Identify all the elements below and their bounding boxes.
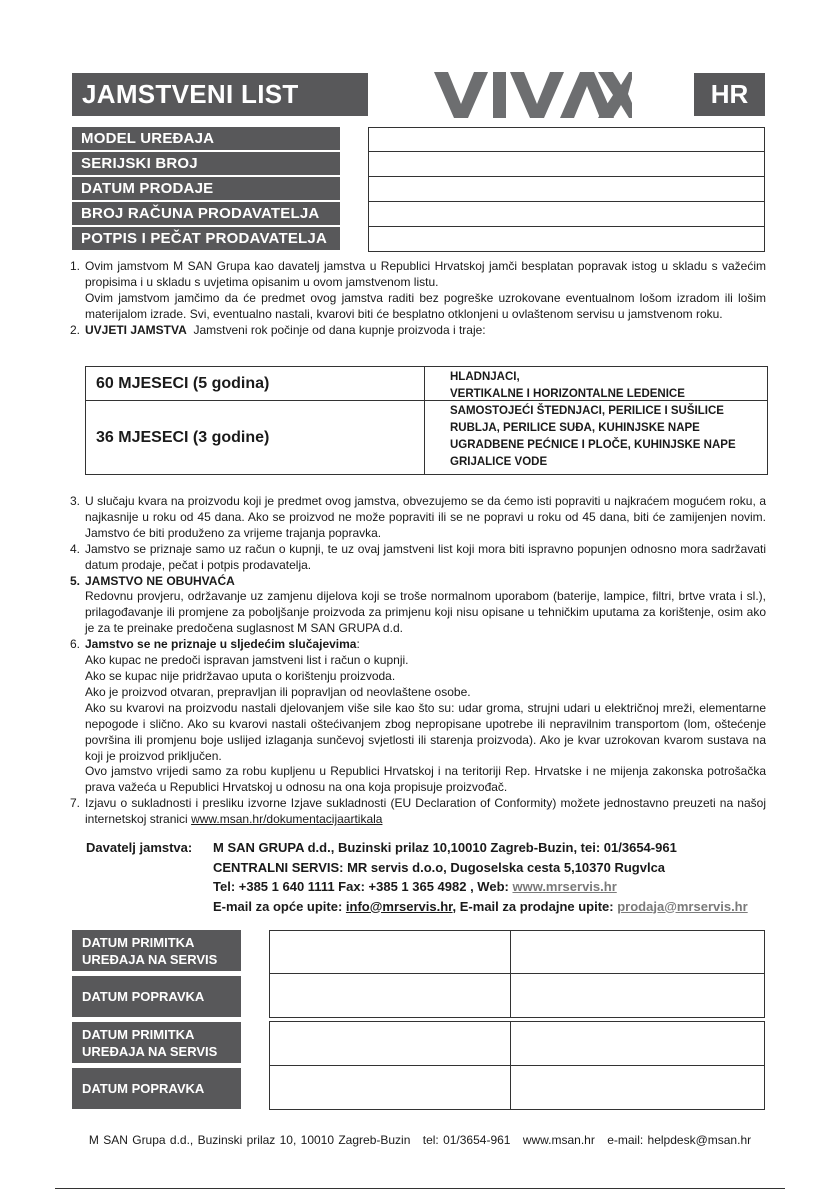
term-3: 3. U slučaju kvara na proizvodu koji je predmet ovog jamstva, obvezujemo se da ćemo isti popraviti u najkraćem mogućem roku, a najkasnije u roku od 45 dana. Ako se proizvod ne može popraviti ili se ne popravi u roku od 45 dana, biti će zamijenjen novim. Jamstvo će biti produženo za vrijeme trajanja popravka.: [70, 494, 766, 540]
service-grid-1: [269, 930, 765, 1018]
receipt-date-cell[interactable]: [511, 1022, 764, 1066]
field-row-serial: [72, 152, 766, 177]
term-5-heading: JAMSTVO NE OBUHVAĆA: [85, 573, 235, 588]
repair-date-label: DATUM POPRAVKA: [72, 1068, 241, 1109]
sales-email-link[interactable]: prodaja@mrservis.hr: [617, 898, 748, 914]
term-2-heading: UVJETI JAMSTVA: [85, 322, 187, 337]
document-title: JAMSTVENI LIST: [72, 73, 368, 116]
bottom-divider: [55, 1188, 785, 1189]
receipt-date-cell[interactable]: [270, 1022, 511, 1066]
receipt-date-cell[interactable]: [270, 931, 511, 974]
field-label: BROJ RAČUNA PRODAVATELJA: [72, 202, 340, 225]
service-grid-2: [269, 1021, 765, 1110]
invoice-field[interactable]: [368, 202, 765, 227]
field-label: POTPIS I PEČAT PRODAVATELJA: [72, 227, 340, 250]
sale-date-field[interactable]: [368, 177, 765, 202]
footer-company: M SAN Grupa d.d., Buzinski prilaz 10, 10010 Zagreb-Buzin: [88, 1133, 411, 1147]
term-7: 7. Izjavu o sukladnosti i presliku izvorne Izjave sukladnosti (EU Declaration of Conformity) možete jednostavno preuzeti na našoj internetskoj stranici www.msan.hr/dokumentacijaartikala: [70, 796, 766, 827]
term-6: 6. Jamstvo se ne priznaje u sljedećim slučajevima: Ako kupac ne predoči ispravan jamstveni list i račun o kupnji. Ako se kupac nije pridržavao uputa o korištenju proizvoda. Ako je proizvod otvaran, prepravljan ili popravljan od neovlaštene osobe. Ako su kvarovi na proizvodu nastali djelovanjem više sile kao što su: udar groma, strujni udari u električnoj mreži, elementarne nepogode i slično. Ako su kvarovi nastali oštećivanjem zbog nepropisane upotrebe ili nepravilnim transportom (lom, oštećenje površina ili promjenu boje uslijed izlaganja sunčevoj svjetlosti ili starenja proizvoda). Ako je kvar uzrokovan kvarom sustava na koji je proizvod priključen. Ovo jamstvo vrijedi samo za robu kupljenu u Republici Hrvatskoj i na teritoriji Rep. Hrvatske i ne mijenja zakonska potrošačka prava važeća u Republici Hrvatskoj u odnosu na ona koja propisuje proizvođač.: [70, 637, 766, 795]
term-5: 5. JAMSTVO NE OBUHVAĆA Redovnu provjeru, održavanje uz zamjenu dijelova koji se troše normalnom uporabom (baterije, lampice, filtri, brtve vrata i sl.), prilagođavanje ili promjene za poboljšanje proizvoda za primjenu koji nisu opisane u tehničkim uputama za korištenje, osim ako je za te preinake predočena suglasnost M SAN GRUPA d.d.: [70, 573, 766, 636]
field-row-invoice: [72, 202, 766, 227]
field-label: MODEL UREĐAJA: [72, 127, 340, 150]
language-badge: HR: [694, 73, 765, 116]
repair-date-cell[interactable]: [511, 1066, 764, 1109]
issuer-line-1: M SAN GRUPA d.d., Buzinski prilaz 10,10010 Zagreb-Buzin, tei: 01/3654-961: [213, 840, 677, 855]
term-2-text: Jamstveni rok počinje od dana kupnje proizvoda i traje:: [193, 322, 486, 337]
footer-web[interactable]: www.msan.hr: [522, 1133, 595, 1147]
repair-date-cell[interactable]: [270, 974, 511, 1017]
field-row-sale-date: [72, 177, 766, 202]
warranty-period: 60 MJESECI (5 godina): [86, 367, 425, 400]
signature-field[interactable]: [368, 227, 765, 252]
model-field[interactable]: [368, 127, 765, 152]
footer-email[interactable]: e-mail: helpdesk@msan.hr: [607, 1133, 752, 1147]
mrservis-web-link[interactable]: www.mrservis.hr: [512, 879, 617, 894]
footer: [0, 1133, 840, 1147]
terms-bottom: [70, 494, 766, 828]
info-email-link[interactable]: info@mrservis.hr: [345, 898, 453, 914]
field-label: DATUM PRODAJE: [72, 177, 340, 200]
term-1b-text: Ovim jamstvom jamčimo da će predmet ovog jamstva raditi bez pogreške uzrokovane eventualnom lošom izradom ili lošim materijalom izrade. Svi, eventualno nastali, kvarovi biti će besplatno otklonjeni u ovlaštenom servisu u jamstvenom roku.: [85, 290, 766, 321]
field-row-model: [72, 127, 766, 152]
term-1-text: Ovim jamstvom M SAN Grupa kao davatelj jamstva u Republici Hrvatskoj jamči besplatan popravak istog u skladu s važećim propisima i u skladu s uvjetima opisanim u ovom jamstvenom listu.: [85, 259, 766, 289]
serial-field[interactable]: [368, 152, 765, 177]
product-fields: [72, 127, 766, 252]
issuer-line-2: CENTRALNI SERVIS: MR servis d.o.o, Dugoselska cesta 5,10370 Rugvlca: [213, 859, 666, 875]
warranty-table: [85, 366, 768, 475]
repair-date-label: DATUM POPRAVKA: [72, 976, 241, 1017]
warranty-products: HLADNJACI, VERTIKALNE I HORIZONTALNE LEDENICE: [450, 371, 685, 400]
issuer-label: Davatelj jamstva:: [86, 840, 193, 855]
receipt-date-label: DATUM PRIMITKA UREĐAJA NA SERVIS: [72, 1022, 241, 1063]
term-2: 2. UVJETI JAMSTVA Jamstveni rok počinje od dana kupnje proizvoda i traje:: [70, 322, 486, 337]
term-4: 4. Jamstvo se priznaje samo uz račun o kupnji, te uz ovaj jamstveni list koji mora biti ispravno popunjen odnosno mora sadržavati datum prodaje, pečat i potpis prodavatelja.: [70, 541, 766, 572]
warranty-row: [86, 367, 767, 401]
receipt-date-cell[interactable]: [511, 931, 764, 974]
term-1: 1. Ovim jamstvom M SAN Grupa kao davatelj jamstva u Republici Hrvatskoj jamči besplatan popravak istog u skladu s važećim propisima i u skladu s uvjetima opisanim u ovom jamstvenom listu. Ovim jamstvom jamčimo da će predmet ovog jamstva raditi bez pogreške uzrokovane eventualnom lošom izradom ili lošim materijalom izrade. Svi, eventualno nastali, kvarovi biti će besplatno otklonjeni u ovlaštenom servisu u jamstvenom roku.: [70, 259, 766, 321]
warranty-row: [86, 401, 767, 474]
issuer-line-4: E-mail za opće upite: info@mrservis.hr, E-mail za prodajne upite: prodaja@mrservis.hr: [213, 898, 748, 914]
issuer-line-3: Tel: +385 1 640 1111 Fax: +385 1 365 4982 , Web: www.mrservis.hr: [213, 879, 617, 894]
footer-tel: tel: 01/3654-961: [422, 1133, 511, 1147]
warranty-products: SAMOSTOJEĆI ŠTEDNJACI, PERILICE I SUŠILICE RUBLJA, PERILICE SUĐA, KUHINJSKE NAPE UGRADBENE PEĆNICE I PLOČE, KUHINJSKE NAPE GRIJALICE VODE: [450, 405, 736, 468]
vivax-logo: [432, 70, 632, 120]
field-label: SERIJSKI BROJ: [72, 152, 340, 175]
warranty-period: 36 MJESECI (3 godine): [86, 401, 425, 474]
term-6-heading: Jamstvo se ne priznaje u sljedećim slučajevima: [85, 637, 357, 652]
receipt-date-label: DATUM PRIMITKA UREĐAJA NA SERVIS: [72, 930, 241, 971]
repair-date-cell[interactable]: [511, 974, 764, 1017]
field-row-signature: [72, 227, 766, 252]
terms-top: [70, 259, 766, 339]
documentation-link[interactable]: www.msan.hr/dokumentacijaartikala: [191, 812, 383, 827]
repair-date-cell[interactable]: [270, 1066, 511, 1109]
